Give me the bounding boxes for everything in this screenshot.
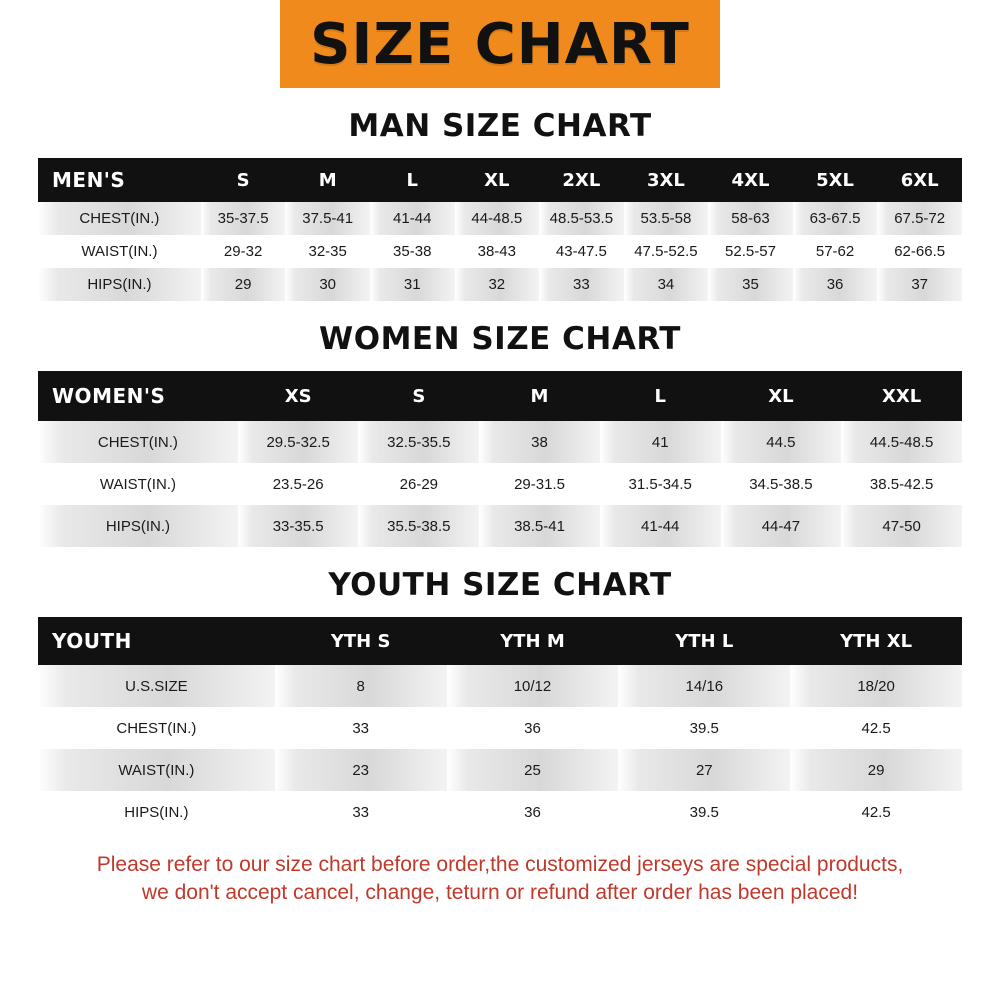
cell: 23	[275, 749, 447, 791]
youth-size-table	[38, 617, 962, 833]
header-cell: YOUTH	[38, 617, 275, 665]
page-title: SIZE CHART	[310, 11, 690, 77]
row-label: HIPS(IN.)	[38, 791, 275, 833]
table-wrap-women	[0, 371, 1000, 547]
header-cell: XXL	[841, 371, 962, 421]
cell: 47.5-52.5	[624, 235, 709, 268]
cell: 53.5-58	[624, 202, 709, 235]
header-cell: YTH S	[275, 617, 447, 665]
section-youth	[0, 567, 1000, 833]
header-cell: YTH L	[618, 617, 790, 665]
table-row	[38, 505, 962, 547]
footer-note-line2: we don't accept cancel, change, teturn or refund after order has been placed!	[141, 881, 859, 905]
header-cell: MEN'S	[38, 158, 201, 202]
footer-note	[0, 851, 1000, 908]
header-cell: YTH M	[447, 617, 619, 665]
cell: 38.5-41	[479, 505, 600, 547]
cell: 44.5	[721, 421, 842, 463]
cell: 42.5	[790, 791, 962, 833]
cell: 33	[275, 791, 447, 833]
cell: 38-43	[455, 235, 540, 268]
cell: 35	[708, 268, 793, 301]
cell: 47-50	[841, 505, 962, 547]
header-cell: 2XL	[539, 158, 624, 202]
cell: 42.5	[790, 707, 962, 749]
table-wrap-youth	[0, 617, 1000, 833]
cell: 26-29	[358, 463, 479, 505]
cell: 38.5-42.5	[841, 463, 962, 505]
table-wrap-man	[0, 158, 1000, 301]
header-cell: XS	[238, 371, 359, 421]
cell: 62-66.5	[877, 235, 962, 268]
cell: 33	[275, 707, 447, 749]
header-cell: YTH XL	[790, 617, 962, 665]
cell: 35-37.5	[201, 202, 286, 235]
cell: 18/20	[790, 665, 962, 707]
cell: 57-62	[793, 235, 878, 268]
table-row	[38, 665, 962, 707]
cell: 29	[201, 268, 286, 301]
man-size-table	[38, 158, 962, 301]
header-cell: XL	[455, 158, 540, 202]
cell: 35.5-38.5	[358, 505, 479, 547]
section-women	[0, 321, 1000, 547]
cell: 29	[790, 749, 962, 791]
cell: 48.5-53.5	[539, 202, 624, 235]
cell: 41	[600, 421, 721, 463]
header-cell: L	[370, 158, 455, 202]
row-label: CHEST(IN.)	[38, 707, 275, 749]
row-label: CHEST(IN.)	[38, 202, 201, 235]
header-cell: M	[479, 371, 600, 421]
cell: 39.5	[618, 707, 790, 749]
cell: 58-63	[708, 202, 793, 235]
cell: 23.5-26	[238, 463, 359, 505]
table-header-row	[38, 158, 962, 202]
cell: 29-31.5	[479, 463, 600, 505]
cell: 41-44	[370, 202, 455, 235]
cell: 41-44	[600, 505, 721, 547]
footer-note-line1: Please refer to our size chart before order,the customized jerseys are special products,	[96, 853, 904, 876]
row-label: HIPS(IN.)	[38, 505, 238, 547]
header-cell: XL	[721, 371, 842, 421]
section-title-women: WOMEN SIZE CHART	[319, 321, 681, 357]
women-size-table	[38, 371, 962, 547]
cell: 32-35	[285, 235, 370, 268]
header-cell: L	[600, 371, 721, 421]
cell: 67.5-72	[877, 202, 962, 235]
header-cell: M	[285, 158, 370, 202]
cell: 8	[275, 665, 447, 707]
cell: 32.5-35.5	[358, 421, 479, 463]
cell: 31.5-34.5	[600, 463, 721, 505]
row-label: WAIST(IN.)	[38, 235, 201, 268]
header-cell: S	[201, 158, 286, 202]
cell: 44-48.5	[455, 202, 540, 235]
cell: 34.5-38.5	[721, 463, 842, 505]
header-cell: S	[358, 371, 479, 421]
table-row	[38, 202, 962, 235]
table-row	[38, 749, 962, 791]
header-cell: 3XL	[624, 158, 709, 202]
cell: 25	[447, 749, 619, 791]
cell: 31	[370, 268, 455, 301]
header-cell: 4XL	[708, 158, 793, 202]
cell: 37.5-41	[285, 202, 370, 235]
table-row	[38, 235, 962, 268]
table-row	[38, 421, 962, 463]
header-banner	[0, 0, 1000, 88]
cell: 52.5-57	[708, 235, 793, 268]
row-label: U.S.SIZE	[38, 665, 275, 707]
row-label: WAIST(IN.)	[38, 749, 275, 791]
row-label: CHEST(IN.)	[38, 421, 238, 463]
cell: 35-38	[370, 235, 455, 268]
section-man	[0, 108, 1000, 301]
table-row	[38, 707, 962, 749]
table-header-row	[38, 617, 962, 665]
cell: 36	[447, 791, 619, 833]
cell: 33-35.5	[238, 505, 359, 547]
header-cell: WOMEN'S	[38, 371, 238, 421]
section-title-youth: YOUTH SIZE CHART	[328, 567, 672, 603]
table-row	[38, 791, 962, 833]
cell: 34	[624, 268, 709, 301]
row-label: HIPS(IN.)	[38, 268, 201, 301]
cell: 44.5-48.5	[841, 421, 962, 463]
cell: 44-47	[721, 505, 842, 547]
cell: 29-32	[201, 235, 286, 268]
table-row	[38, 268, 962, 301]
header-cell: 6XL	[877, 158, 962, 202]
cell: 37	[877, 268, 962, 301]
header-cell: 5XL	[793, 158, 878, 202]
cell: 38	[479, 421, 600, 463]
section-title-man: MAN SIZE CHART	[348, 108, 652, 144]
cell: 10/12	[447, 665, 619, 707]
cell: 30	[285, 268, 370, 301]
table-row	[38, 463, 962, 505]
cell: 33	[539, 268, 624, 301]
cell: 36	[793, 268, 878, 301]
cell: 14/16	[618, 665, 790, 707]
cell: 36	[447, 707, 619, 749]
table-header-row	[38, 371, 962, 421]
cell: 27	[618, 749, 790, 791]
cell: 63-67.5	[793, 202, 878, 235]
row-label: WAIST(IN.)	[38, 463, 238, 505]
cell: 29.5-32.5	[238, 421, 359, 463]
cell: 43-47.5	[539, 235, 624, 268]
cell: 39.5	[618, 791, 790, 833]
cell: 32	[455, 268, 540, 301]
